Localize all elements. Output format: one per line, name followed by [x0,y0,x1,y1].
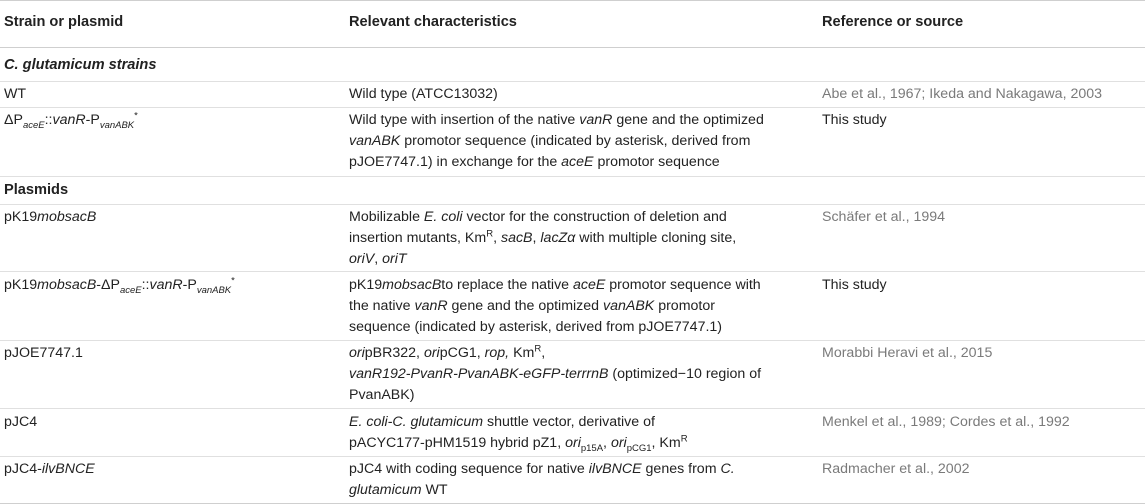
header-reference-or-source: Reference or source [822,14,964,30]
row-divider [0,456,1145,457]
table-header-row [0,0,1145,48]
characteristics: E. coli-C. glutamicum shuttle vector, derivative of pACYC177-pHM1519 hybrid pZ1, ori$_{p15A}$, ori$_{pCG1}$, $Km^R$ [349,414,688,454]
row-divider [0,176,1145,177]
characteristics: pK19mobsacBto replace the native aceE promotor sequence with the native vanR gene and the optimized vanABK promotor sequence (indicated by asterisk, derived from pJOE7747.1) [349,277,761,335]
row-divider [0,204,1145,205]
characteristics: oripBR322, oripCG1, rop, $Km^R$, vanR192-PvanR-PvanABK-eGFP-terrrnB (optimized−10 region of PvanABK) [349,343,762,403]
characteristics: Wild type (ATCC13032) [349,86,498,102]
reference: Abe et al., 1967; Ikeda and Nakagawa, 2003 [822,86,1103,102]
characteristics: pJC4 with coding sequence for native ilvBNCE genes from C. glutamicum WT [349,461,735,498]
plasmid-name: pJC4 [4,414,38,430]
header-relevant-characteristics: Relevant characteristics [349,14,517,30]
plasmid-name: pJOE7747.1 [4,345,83,361]
plasmid-name: pK19mobsacB [4,209,97,225]
characteristics: Mobilizable E. coli vector for the construction of deletion and insertion mutants, $Km^R$, sacB, lacZα with multiple cloning site, oriV, oriT [349,209,737,267]
row-divider [0,107,1145,108]
reference: Morabbi Heravi et al., 2015 [822,345,993,361]
row-divider [0,408,1145,409]
reference: Menkel et al., 1989; Cordes et al., 1992 [822,414,1070,430]
reference: This study [822,112,887,128]
strain-name: $\Delta P_{aceE}::vanR-P_{vanABK}^*$ [4,110,138,131]
reference: This study [822,277,887,293]
strain-name: WT [4,86,27,102]
plasmid-name: pJC4-ilvBNCE [4,461,95,477]
reference: Radmacher et al., 2002 [822,461,970,477]
header-strain-or-plasmid: Strain or plasmid [4,14,124,30]
plasmid-name: $pK19mobsacB-\Delta P_{aceE}::vanR-P_{vanABK}^*$ [4,275,235,296]
row-divider [0,340,1145,341]
reference: Schäfer et al., 1994 [822,209,946,225]
section-title-strains: C. glutamicum strains [4,57,157,73]
characteristics: Wild type with insertion of the native vanR gene and the optimized vanABK promotor sequence (indicated by asterisk, derived from pJOE7747.1) in exchange for the aceE promotor sequence [349,112,764,170]
row-divider [0,81,1145,82]
section-title-plasmids: Plasmids [4,182,69,198]
row-divider [0,271,1145,272]
